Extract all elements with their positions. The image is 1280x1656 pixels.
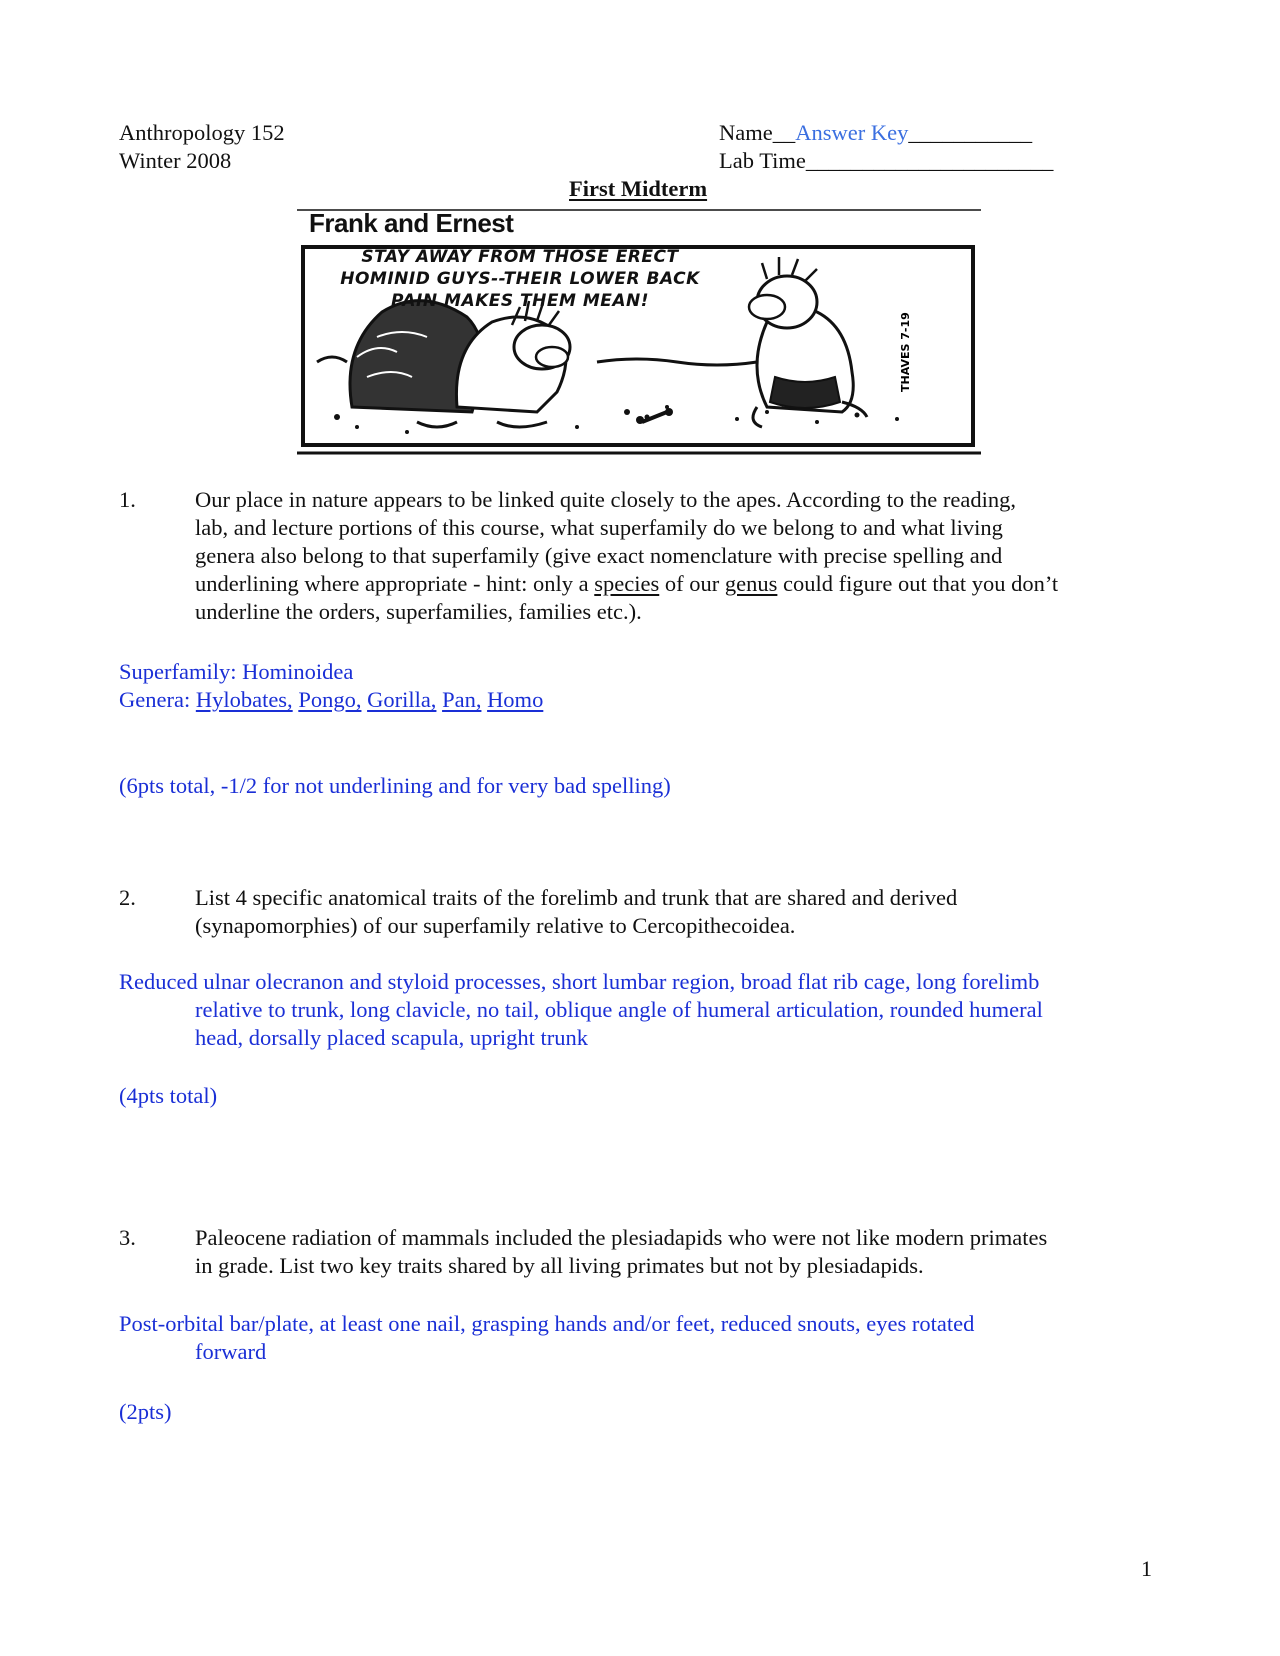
question-line: (synapomorphies) of our superfamily relative to Cercopithecoidea.: [195, 913, 796, 938]
genus-name: Pongo,: [298, 687, 362, 712]
lab-time-field: [719, 147, 1053, 175]
genus-name: Homo: [487, 687, 544, 712]
name-tail: ___________: [908, 120, 1033, 145]
question-fragment: of our: [659, 571, 725, 596]
lab-time-blank: ______________________: [805, 148, 1054, 173]
answer-line: Post-orbital bar/plate, at least one nail, grasping hands and/or feet, reduced snouts, eyes rotated: [119, 1311, 975, 1336]
question-line: in grade. List two key traits shared by all living primates but not by plesiadapids.: [195, 1253, 924, 1278]
course-title: Anthropology 152: [119, 120, 285, 145]
caption-line: HOMINID GUYS--THEIR LOWER BACK: [340, 269, 700, 289]
page-number: 1: [1141, 1556, 1152, 1581]
question-line: List 4 specific anatomical traits of the forelimb and trunk that are shared and derived: [195, 885, 958, 910]
answer-points: (4pts total): [119, 1083, 218, 1108]
question-number: 2.: [119, 885, 136, 910]
question-number: 3.: [119, 1225, 136, 1250]
question-3-text: [195, 1224, 1047, 1280]
answer-line: Reduced ulnar olecranon and styloid processes, short lumbar region, broad flat rib cage, long forelimb: [119, 969, 1040, 994]
answer-line: relative to trunk, long clavicle, no tail, oblique angle of humeral articulation, rounded humeral: [195, 997, 1043, 1022]
question-fragment: underlining where appropriate - hint: only a: [195, 571, 595, 596]
term: Winter 2008: [119, 148, 232, 173]
question-number: 1.: [119, 487, 136, 512]
question-line: Paleocene radiation of mammals included the plesiadapids who were not like modern primates: [195, 1225, 1048, 1250]
comic-caption: [330, 246, 710, 312]
caption-line: STAY AWAY FROM THOSE ERECT: [361, 247, 679, 267]
lab-time-label: Lab Time: [719, 148, 806, 173]
underlined-term: species: [594, 571, 660, 596]
name-value: Answer Key: [795, 120, 909, 145]
question-line: underline the orders, superfamilies, families etc.).: [195, 599, 642, 624]
genus-name: Pan,: [442, 687, 482, 712]
answer-superfamily: Superfamily: Hominoidea: [119, 659, 354, 684]
genus-name: Hylobates,: [195, 687, 293, 712]
question-line: lab, and lecture portions of this course, what superfamily do we belong to and what living: [195, 515, 1003, 540]
question-line: genera also belong to that superfamily (give exact nomenclature with precise spelling and: [195, 543, 1003, 568]
genus-name: Gorilla,: [367, 687, 437, 712]
question-line: [195, 570, 1058, 598]
name-label: Name__: [719, 120, 796, 145]
underlined-term: genus: [724, 571, 778, 596]
name-field: [719, 119, 1032, 147]
question-line: Our place in nature appears to be linked quite closely to the apes. According to the reading,: [195, 487, 1016, 512]
question-2-text: [195, 884, 957, 940]
question-1-text: [195, 486, 1058, 626]
question-fragment: could figure out that you don’t: [777, 571, 1059, 596]
answer-points: (6pts total, -1/2 for not underlining and for very bad spelling): [119, 773, 671, 798]
comic-title: Frank and Ernest: [309, 208, 514, 238]
hunched-cavemen-drawing: [350, 301, 570, 427]
answer-line: head, dorsally placed scapula, upright trunk: [195, 1025, 589, 1050]
comic-signature: THAVES 7-19: [899, 312, 912, 392]
caption-line: PAIN MAKES THEM MEAN!: [391, 291, 649, 311]
comic-strip: [297, 207, 981, 455]
answer-line: forward: [195, 1339, 267, 1364]
exam-title: First Midterm: [569, 176, 708, 201]
answer-genera: [119, 686, 543, 714]
answer-points: (2pts): [119, 1399, 172, 1424]
genera-label: Genera:: [119, 687, 196, 712]
